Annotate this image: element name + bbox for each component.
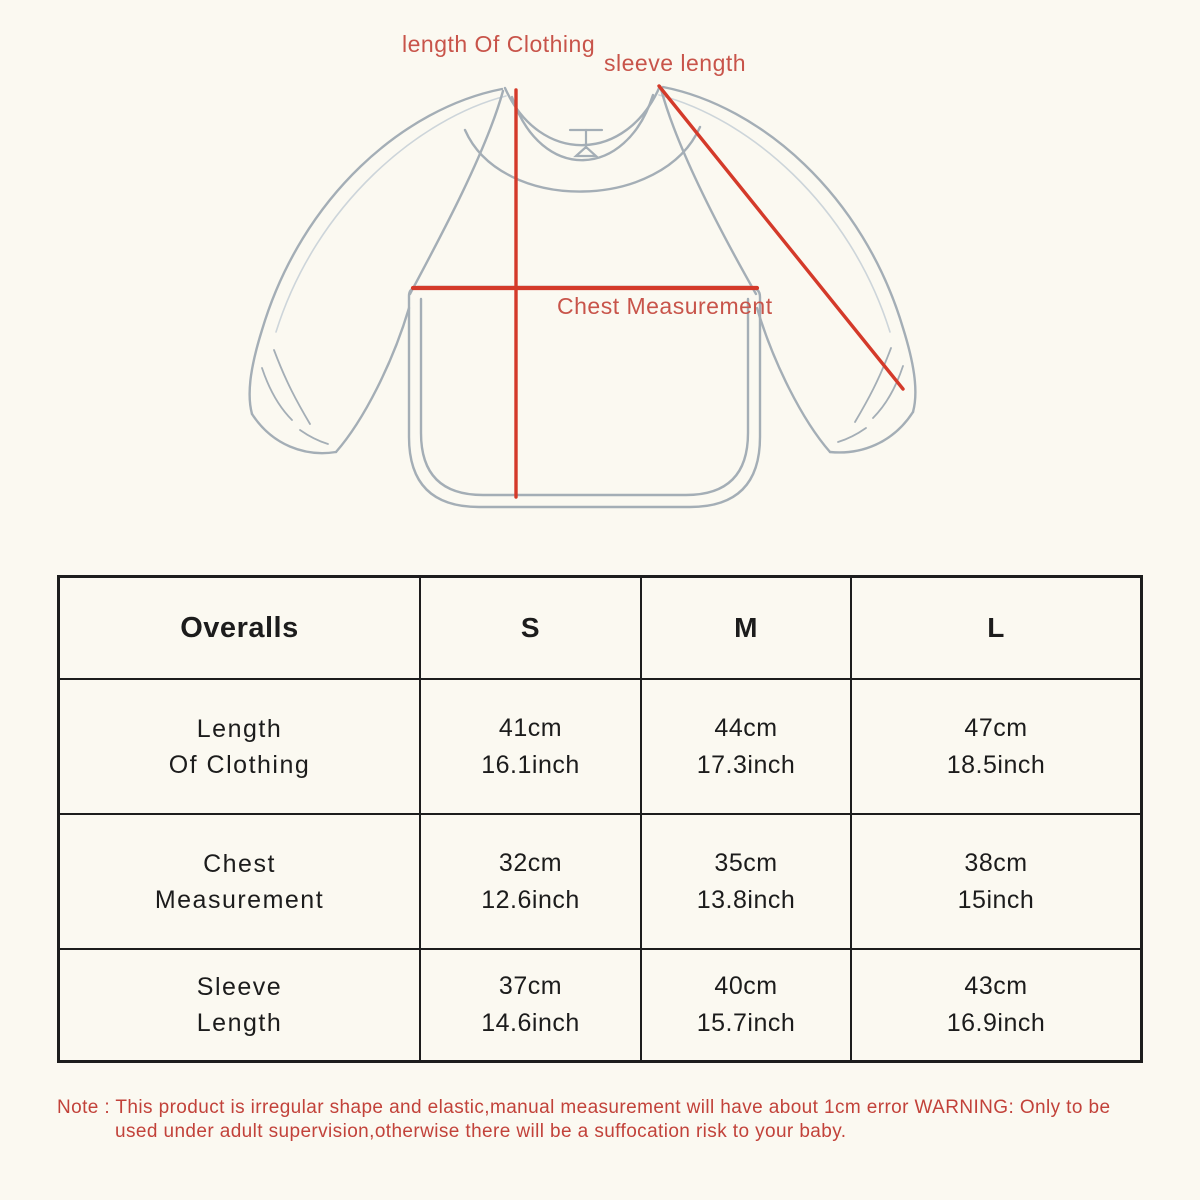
value-inch: 14.6inch [481,1009,580,1037]
value-inch: 15inch [957,885,1035,914]
header-label: M [734,612,758,643]
table-header-size-l [852,578,1140,680]
table-header-size-s [421,578,642,680]
row-label-line: Chest [203,849,276,878]
sleeve-measure-line [659,86,903,389]
value-chest-s [421,815,642,950]
value-inch: 16.9inch [946,1009,1046,1037]
value-cm: 44cm [714,713,778,742]
value-sleeve-s [421,950,642,1060]
value-inch: 13.8inch [696,885,796,914]
value-cm: 41cm [498,713,563,742]
sleeve-left [250,89,502,453]
length-of-clothing-label: length Of Clothing [402,31,596,57]
row-label-sleeve-length [60,950,421,1060]
header-label: S [520,612,541,643]
garment-diagram [0,0,1200,560]
value-cm: 32cm [498,848,563,877]
value-inch: 16.1inch [481,750,580,779]
value-chest-l [852,815,1140,950]
value-cm: 47cm [964,713,1028,742]
value-length-l [852,680,1140,815]
row-label-chest-measurement [60,815,421,950]
table-header-overalls [60,578,421,680]
value-cm: 35cm [714,848,778,877]
raglan-seam-left [410,91,503,294]
value-inch: 12.6inch [481,885,580,914]
row-label-line: Of Clothing [168,750,311,779]
value-cm: 38cm [964,848,1028,877]
value-length-s [421,680,642,815]
raglan-seam-right [661,89,756,294]
measurement-lines [413,86,903,497]
header-label: L [987,612,1005,643]
row-label-line: Sleeve [196,973,283,1001]
note-line-1: Note : This product is irregular shape and elastic,manual measurement will have about 1cm error WARNING: Only to be [57,1097,1111,1118]
value-cm: 40cm [714,972,778,1000]
value-chest-m [642,815,852,950]
value-cm: 37cm [498,972,563,1000]
sleeve-right [663,87,915,452]
value-length-m [642,680,852,815]
value-cm: 43cm [964,972,1028,1000]
value-inch: 18.5inch [946,750,1046,779]
header-label: Overalls [180,611,299,644]
value-inch: 17.3inch [696,750,796,779]
bib-body [409,287,760,507]
value-sleeve-m [642,950,852,1060]
chest-measurement-label: Chest Measurement [557,293,773,319]
row-label-line: Length [196,714,283,743]
row-label-line: Measurement [154,885,325,914]
value-inch: 15.7inch [696,1009,796,1037]
sleeve-length-label: sleeve length [604,50,747,76]
row-label-length-of-clothing [60,680,421,815]
size-table [57,575,1143,1063]
row-label-line: Length [196,1009,283,1037]
note-line-2: used under adult supervision,otherwise there will be a suffocation risk to your baby. [115,1121,847,1142]
table-header-size-m [642,578,852,680]
value-sleeve-l [852,950,1140,1060]
